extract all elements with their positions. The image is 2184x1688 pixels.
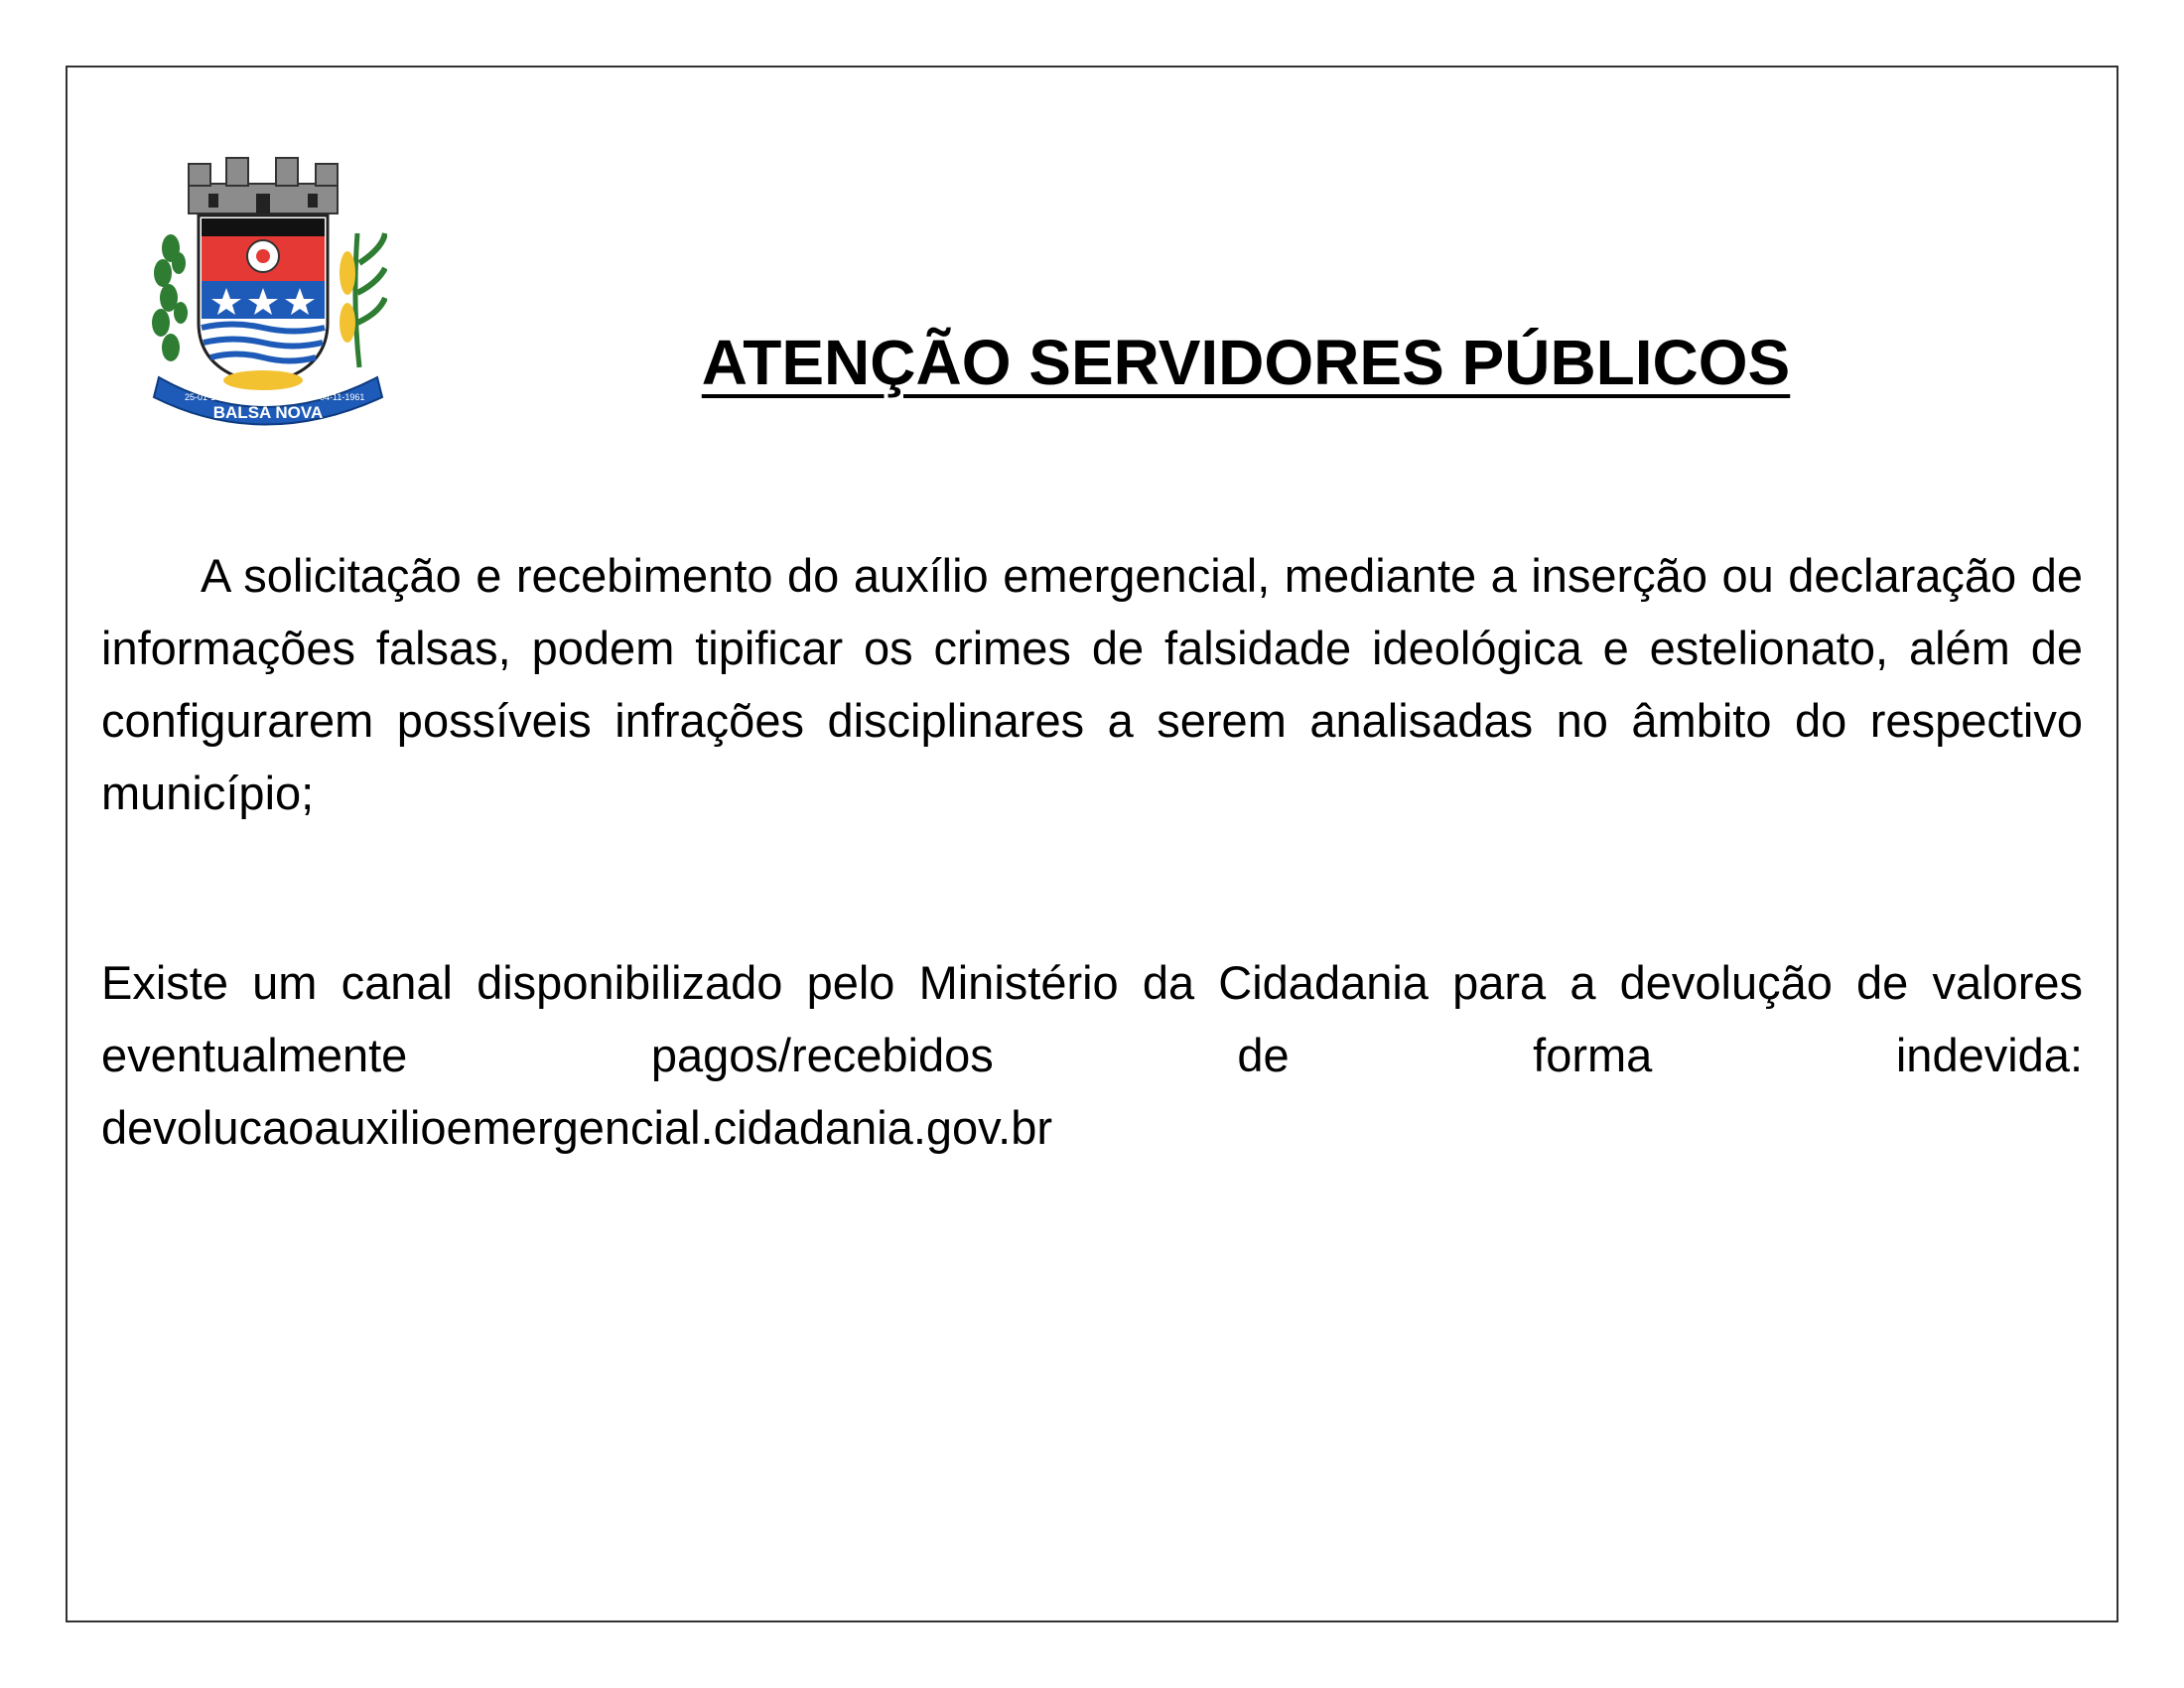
page-title: ATENÇÃO SERVIDORES PÚBLICOS (701, 327, 1791, 398)
paragraph-refund-channel (101, 946, 2083, 1164)
refund-url-link[interactable]: devolucaoauxilioemergencial.cidadania.gov.br (101, 1101, 1053, 1154)
crest-date-left: 25-01-1961 (185, 392, 231, 402)
corn-plant-icon (340, 233, 385, 367)
paragraph-warning: A solicitação e recebimento do auxílio emergencial, mediante a inserção ou declaração de informações falsas, podem tipificar os crimes de falsidade ideológica e estelionato, além de configurarem possíveis infrações disciplinares a serem analisadas no âmbito do respectivo município; (101, 549, 2083, 819)
refund-channel-text: Existe um canal disponibilizado pelo Ministério da Cidadania para a devolução de valores eventualmente pagos/recebidos de forma indevida: (101, 956, 2083, 1081)
gold-ornament-icon (223, 370, 303, 390)
laurel-branch-icon (152, 234, 188, 361)
crest-city-name: BALSA NOVA (212, 403, 324, 422)
shield-icon (199, 215, 328, 384)
crest-date-right: 04-11-1961 (320, 392, 365, 402)
mural-crown-icon (189, 158, 338, 213)
municipal-crest-logo (149, 154, 387, 427)
